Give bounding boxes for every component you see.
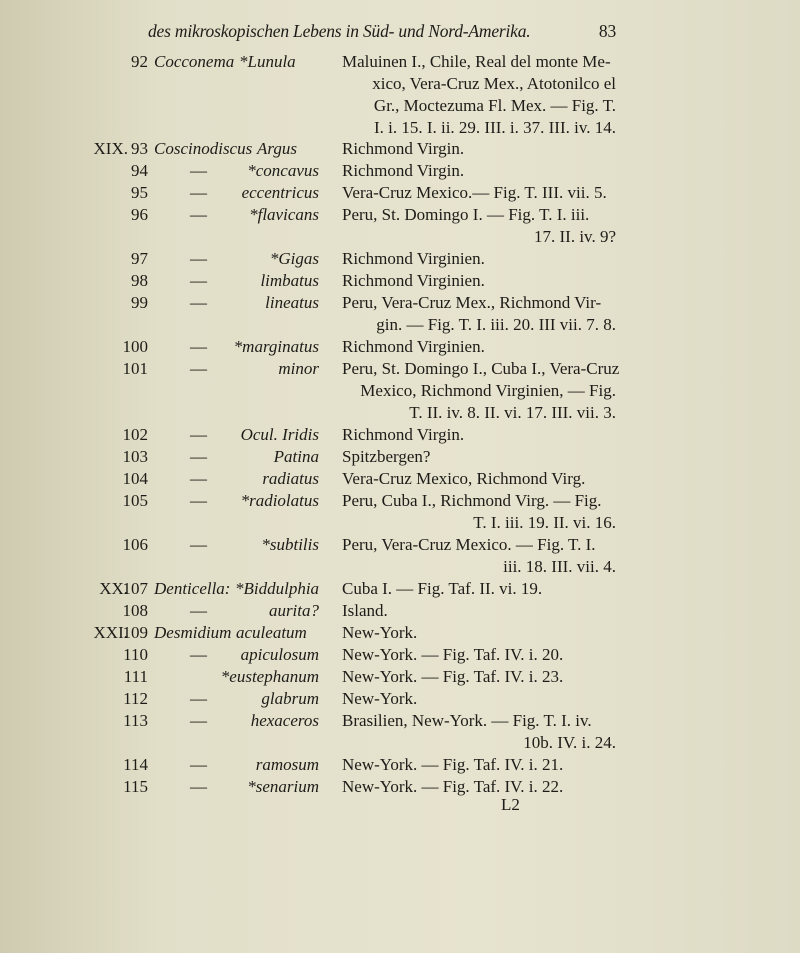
- species-name: *Biddulphia: [235, 579, 320, 598]
- entry-number: 102: [122, 425, 148, 444]
- entry-continuation: [0, 732, 800, 754]
- species-entry: [0, 248, 800, 270]
- ditto-dash: —: [190, 183, 207, 202]
- species-name: Patina: [273, 447, 319, 466]
- species-entry: [0, 446, 800, 468]
- entry-number: 106: [122, 535, 148, 554]
- species-entry: [0, 644, 800, 666]
- ditto-dash: —: [190, 271, 207, 290]
- locality: New-York. — Fig. Taf. IV. i. 20.: [342, 645, 564, 664]
- entry-continuation: [0, 95, 800, 117]
- ditto-dash: —: [190, 447, 207, 466]
- genus-name: Coscinodiscus: [154, 139, 253, 158]
- species-entry: [0, 424, 800, 446]
- species-entry: [0, 160, 800, 182]
- ditto-dash: —: [190, 293, 207, 312]
- running-title: des mikroskopischen Lebens in Süd- und Nord-Amerika.: [148, 21, 531, 41]
- locality: Richmond Virginien.: [342, 337, 485, 356]
- entry-number: 103: [122, 447, 148, 466]
- ditto-dash: —: [190, 249, 207, 268]
- locality: Peru, St. Domingo I., Cuba I., Vera-Cruz: [342, 359, 620, 378]
- locality: Richmond Virginien.: [342, 249, 485, 268]
- species-entry: [0, 666, 800, 688]
- species-entry: [0, 534, 800, 556]
- locality: New-York.: [342, 623, 418, 642]
- entry-number: 113: [123, 711, 148, 730]
- species-entry: [0, 336, 800, 358]
- species-name: ramosum: [255, 755, 319, 774]
- species-entry: [0, 51, 800, 73]
- entry-continuation: [0, 380, 800, 402]
- species-entry: [0, 688, 800, 710]
- genus-name: Denticella:: [154, 579, 231, 598]
- locality-continuation: gin. — Fig. T. I. iii. 20. III vii. 7. 8.: [376, 315, 616, 334]
- page-number: 83: [598, 21, 616, 41]
- locality: Peru, Vera-Cruz Mex., Richmond Vir-: [342, 293, 602, 312]
- ditto-dash: —: [190, 359, 207, 378]
- species-name: lineatus: [265, 293, 319, 312]
- ditto-dash: —: [190, 205, 207, 224]
- locality: New-York.: [342, 689, 418, 708]
- locality: Richmond Virginien.: [342, 271, 485, 290]
- ditto-dash: —: [190, 535, 207, 554]
- locality: New-York. — Fig. Taf. IV. i. 23.: [342, 667, 564, 686]
- ditto-dash: —: [190, 777, 207, 796]
- species-name: hexaceros: [250, 711, 319, 730]
- entry-continuation: [0, 73, 800, 95]
- ditto-dash: —: [190, 755, 207, 774]
- entry-number: 100: [122, 337, 148, 356]
- locality: Peru, Vera-Cruz Mexico. — Fig. T. I.: [342, 535, 596, 554]
- entry-continuation: [0, 512, 800, 534]
- locality-continuation: Mexico, Richmond Virginien, — Fig.: [360, 381, 616, 400]
- entry-number: 107: [122, 579, 148, 598]
- locality: Richmond Virgin.: [342, 139, 465, 158]
- entry-continuation: [0, 556, 800, 578]
- class-numeral: XXI.: [93, 623, 128, 642]
- species-name: radiatus: [262, 469, 319, 488]
- species-entry: [0, 182, 800, 204]
- entry-continuation: [0, 117, 800, 139]
- class-numeral: XX.: [99, 579, 128, 598]
- locality-continuation: T. I. iii. 19. II. vi. 16.: [473, 513, 616, 532]
- locality: Brasilien, New-York. — Fig. T. I. iv.: [342, 711, 592, 730]
- species-name: Ocul. Iridis: [240, 425, 319, 444]
- species-name: *marginatus: [233, 337, 319, 356]
- ditto-dash: —: [190, 601, 207, 620]
- entry-number: 115: [123, 777, 148, 796]
- locality-continuation: I. i. 15. I. ii. 29. III. i. 37. III. iv. 14.: [373, 118, 616, 137]
- species-entry: [0, 358, 800, 380]
- ditto-dash: —: [190, 337, 207, 356]
- species-entry: [0, 270, 800, 292]
- locality: New-York. — Fig. Taf. IV. i. 22.: [342, 777, 564, 796]
- entry-number: 114: [123, 755, 148, 774]
- ditto-dash: —: [190, 425, 207, 444]
- species-name: minor: [278, 359, 319, 378]
- entry-number: 105: [122, 491, 148, 510]
- entry-number: 99: [131, 293, 148, 312]
- ditto-dash: —: [190, 469, 207, 488]
- entry-number: 97: [131, 249, 148, 268]
- class-numeral: XIX.: [93, 139, 128, 158]
- ditto-dash: —: [190, 491, 207, 510]
- locality: Peru, Cuba I., Richmond Virg. — Fig.: [342, 491, 602, 510]
- ditto-dash: —: [190, 711, 207, 730]
- species-entry: [0, 710, 800, 732]
- species-name: aurita?: [268, 601, 319, 620]
- locality-continuation: Gr., Moctezuma Fl. Mex. — Fig. T.: [373, 96, 616, 115]
- species-name: *concavus: [247, 161, 319, 180]
- locality: Maluinen I., Chile, Real del monte Me-: [342, 52, 611, 71]
- genus-name: Desmidium: [154, 623, 232, 642]
- locality: New-York. — Fig. Taf. IV. i. 21.: [342, 755, 564, 774]
- ditto-dash: —: [190, 645, 207, 664]
- locality-continuation: T. II. iv. 8. II. vi. 17. III. vii. 3.: [409, 403, 616, 422]
- species-name: eccentricus: [241, 183, 319, 202]
- species-name: *senarium: [247, 777, 319, 796]
- running-header: [148, 21, 616, 42]
- locality: Spitzbergen?: [342, 447, 431, 466]
- species-name: Argus: [257, 139, 297, 158]
- ditto-dash: —: [190, 689, 207, 708]
- entry-number: 93: [131, 139, 148, 158]
- locality-continuation: 10b. IV. i. 24.: [523, 733, 616, 752]
- species-name: aculeatum: [236, 623, 307, 642]
- species-entry: [0, 754, 800, 776]
- entry-number: 94: [131, 161, 148, 180]
- entry-number: 96: [131, 205, 148, 224]
- entry-number: 104: [122, 469, 148, 488]
- entry-continuation: [0, 402, 800, 424]
- locality: Vera-Cruz Mexico, Richmond Virg.: [342, 469, 586, 488]
- species-name: apiculosum: [240, 645, 319, 664]
- species-entry: [0, 600, 800, 622]
- genus-name: Cocconema: [154, 52, 235, 71]
- locality: Peru, St. Domingo I. — Fig. T. I. iii.: [342, 205, 590, 224]
- species-name: *flavicans: [249, 205, 319, 224]
- entry-number: 112: [123, 689, 148, 708]
- species-entry: [0, 138, 800, 160]
- entry-number: 95: [131, 183, 148, 202]
- locality: Richmond Virgin.: [342, 425, 465, 444]
- locality-continuation: 17. II. iv. 9?: [534, 227, 616, 246]
- species-name: glabrum: [261, 689, 319, 708]
- entry-continuation: [0, 314, 800, 336]
- species-entry: [0, 776, 800, 798]
- species-entry: [0, 490, 800, 512]
- locality-continuation: iii. 18. III. vii. 4.: [503, 557, 616, 576]
- species-name: *radiolatus: [240, 491, 319, 510]
- printer-signature: L2: [501, 795, 520, 814]
- locality: Richmond Virgin.: [342, 161, 465, 180]
- ditto-dash: —: [190, 161, 207, 180]
- locality: Vera-Cruz Mexico.— Fig. T. III. vii. 5.: [342, 183, 607, 202]
- species-name: *Lunula: [239, 52, 296, 71]
- species-name: limbatus: [260, 271, 319, 290]
- species-entry: [0, 468, 800, 490]
- entry-number: 101: [122, 359, 148, 378]
- entry-number: 108: [122, 601, 148, 620]
- species-entry: [0, 622, 800, 644]
- species-name: *eustephanum: [220, 667, 319, 686]
- species-name: *Gigas: [269, 249, 319, 268]
- locality: Island.: [342, 601, 388, 620]
- locality: Cuba I. — Fig. Taf. II. vi. 19.: [342, 579, 543, 598]
- entry-number: 109: [122, 623, 148, 642]
- species-entry: [0, 292, 800, 314]
- entry-number: 111: [123, 667, 148, 686]
- locality-continuation: xico, Vera-Cruz Mex., Atotonilco el: [372, 74, 616, 93]
- species-name: *subtilis: [261, 535, 319, 554]
- entry-number: 110: [123, 645, 148, 664]
- species-entry: [0, 204, 800, 226]
- entry-continuation: [0, 226, 800, 248]
- species-entry: [0, 578, 800, 600]
- entry-number: 98: [131, 271, 148, 290]
- entry-number: 92: [131, 52, 148, 71]
